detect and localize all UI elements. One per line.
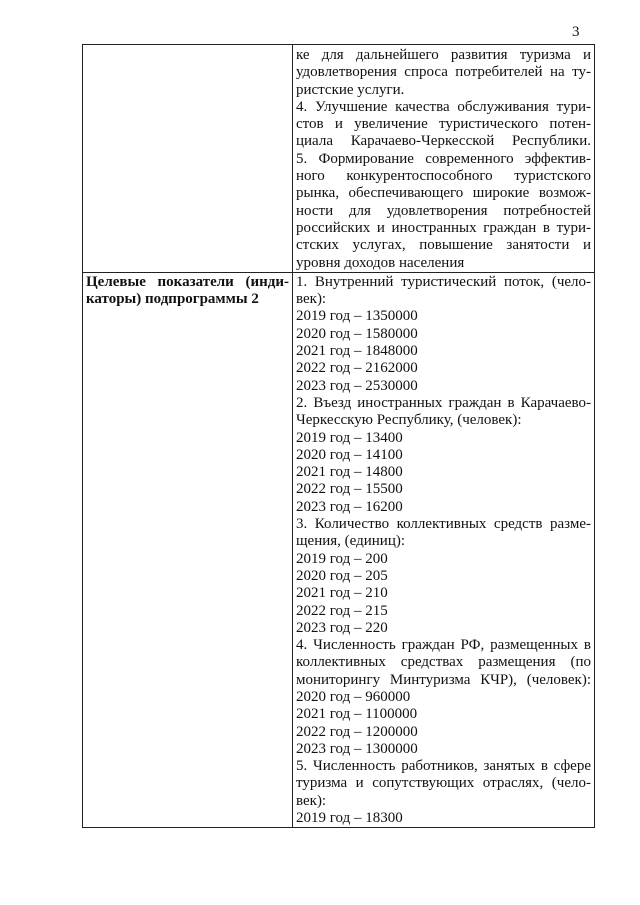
text-line: 2021 год – 14800: [296, 464, 403, 481]
text-line: 2020 год – 205: [296, 567, 388, 584]
text-line: 2019 год – 18300: [296, 810, 403, 827]
text-line: стов и увеличение туристического потен-: [296, 116, 591, 133]
row2-label-cell: [83, 272, 293, 828]
text-line: Черкесскую Республику, (человек):: [296, 412, 522, 429]
text-line: 5. Численность работников, занятых в сфере: [296, 758, 591, 775]
text-line: 2020 год – 960000: [296, 688, 411, 705]
text-line: 1. Внутренний туристический поток, (чело-: [296, 273, 591, 290]
text-line: ности для удовлетворения потребностей: [296, 202, 591, 219]
text-line: 2021 год – 210: [296, 585, 388, 602]
text-line: 3. Количество коллективных средств разме-: [296, 516, 591, 533]
text-line: мониторингу Минтуризма КЧР), (человек):: [296, 671, 591, 688]
text-line: 4. Улучшение качества обслуживания тури-: [296, 98, 591, 115]
row2-content-lines: [293, 273, 594, 828]
text-line: 2023 год – 2530000: [296, 377, 418, 394]
text-line: удовлетворения спроса потребителей на ту-: [296, 64, 591, 81]
text-line: 2019 год – 1350000: [296, 308, 418, 325]
text-line: циала Карачаево-Черкесской Республики.: [296, 133, 591, 150]
text-line: Целевые показатели (инди-: [86, 273, 289, 290]
text-line: век):: [296, 792, 327, 809]
text-line: коллективных средствах размещения (по: [296, 654, 591, 671]
text-line: 2023 год – 16200: [296, 498, 403, 515]
text-line: ного конкурентоспособного туристского: [296, 168, 591, 185]
text-line: 2023 год – 220: [296, 619, 388, 636]
text-line: 2022 год – 2162000: [296, 360, 418, 377]
row1-label-cell: [83, 45, 293, 273]
row1-content-cell: [293, 45, 595, 273]
text-line: уровня доходов населения: [296, 254, 465, 271]
text-line: ке для дальнейшего развития туризма и: [296, 47, 591, 63]
text-line: 2. Въезд иностранных граждан в Карачаево-: [296, 394, 591, 411]
text-line: 2019 год – 13400: [296, 429, 403, 446]
text-line: 2021 год – 1100000: [296, 706, 418, 723]
table-row: [83, 45, 595, 273]
text-line: туризма и сопутствующих отраслях, (чело-: [296, 775, 591, 792]
text-line: 2022 год – 15500: [296, 481, 403, 498]
text-line: 2022 год – 1200000: [296, 723, 418, 740]
text-line: щения, (единиц):: [296, 533, 406, 550]
row1-label-lines: [83, 45, 292, 47]
text-line: век):: [296, 291, 327, 308]
text-line: 4. Численность граждан РФ, размещенных в: [296, 637, 591, 654]
text-line: 2020 год – 14100: [296, 446, 403, 463]
row2-label-lines: [83, 273, 292, 309]
text-line: 2023 год – 1300000: [296, 740, 418, 757]
text-line: рынка, обеспечивающего широкие возмож-: [296, 185, 591, 202]
text-line: 2019 год – 200: [296, 550, 388, 567]
text-line: 2022 год – 215: [296, 602, 388, 619]
subprogram-table: [82, 44, 595, 828]
row2-content-cell: [293, 272, 595, 828]
row1-content-lines: [293, 45, 594, 272]
text-line: каторы) подпрограммы 2: [86, 291, 259, 308]
page-number: 3: [572, 24, 580, 40]
text-line: ристские услуги.: [296, 81, 405, 98]
text-line: 5. Формирование современного эффектив-: [296, 150, 591, 167]
table-row: [83, 272, 595, 828]
text-line: 2020 год – 1580000: [296, 325, 418, 342]
text-line: 2021 год – 1848000: [296, 343, 418, 360]
text-line: стских услугах, повышение занятости и: [296, 237, 591, 254]
text-line: российских и иностранных граждан в тури-: [296, 219, 591, 236]
